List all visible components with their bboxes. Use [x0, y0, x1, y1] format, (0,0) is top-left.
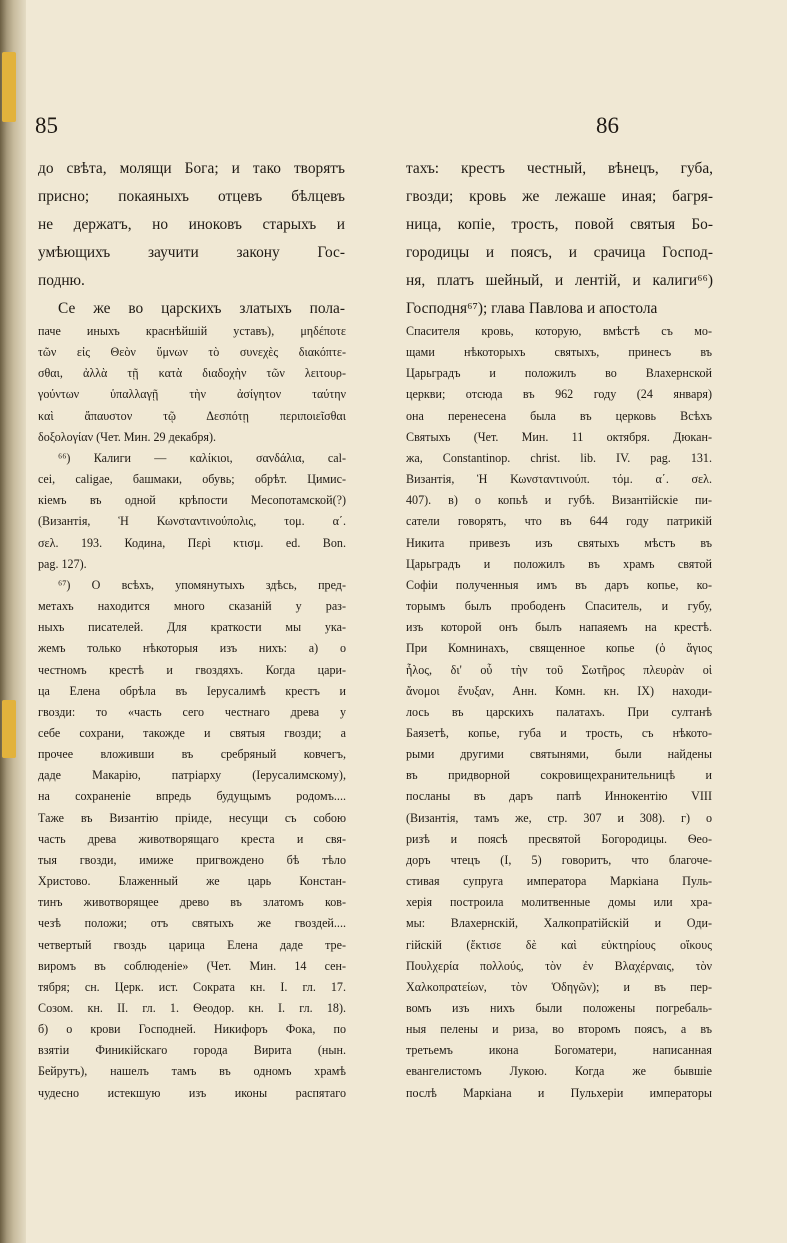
footnote-line: ныхъ писателей. Для краткости мы ука- [38, 620, 346, 635]
footnote-line: въ придворной сокровищехранительницѣ и [406, 768, 712, 783]
footnote-line: доръ чтецъ (I, 5) говоритъ, что благоче- [406, 852, 712, 867]
footnote-line: σθαι, ἀλλὰ τῇ κατὰ διαδοχὴν τῶν λειτουρ- [38, 366, 346, 381]
footnote-line: Бейрутъ), нашелъ тамъ въ одномъ храмѣ [38, 1064, 346, 1079]
footnote-line: δοξολογίαν (Чет. Мин. 29 декабря). [38, 429, 217, 444]
footnote-line: Христово. Блаженный же царь Констан- [38, 874, 346, 889]
footnote-line: При Комнинахъ, священное копье (ὁ ἅγιος [406, 641, 712, 656]
footnote-line: сатели говорятъ, что въ 644 году патрикій [406, 514, 712, 529]
footnote-line: паче иныхъ краснѣйшій уставъ), μηδέποτε [38, 324, 346, 338]
right-page-number: 86 [596, 113, 619, 138]
footnote-line: σελ. 193. Кодина, Περὶ κτισμ. ed. Bon. [38, 535, 346, 550]
footnote-line: (Византія, тамъ же, стр. 307 и 308). г) о [406, 810, 712, 825]
footnote-line: торымъ былъ прободенъ Спаситель, и губу, [406, 599, 712, 614]
footnote-line: тыя гвозди, имиже пригвождено бѣ тѣло [38, 852, 346, 867]
text-line: гвозди; кровь же лежаше иная; багря- [406, 188, 713, 205]
footnote-line: Созом. кн. II. гл. 1. Ѳеодор. кн. I. гл. 18). [38, 1001, 346, 1015]
footnote-line: четвертый гвоздь царица Елена даде тре- [38, 937, 346, 952]
footnote-line: посланы въ даръ папѣ Иннокентію VIII [406, 789, 712, 804]
footnote-line: взятіи Финикійскаго города Вирита (нын. [38, 1043, 346, 1058]
footnote-line: часть древа животворящаго креста и свя- [38, 831, 346, 846]
footnote-line: церкви; отсюда въ 962 году (24 января) [406, 387, 712, 402]
footnote-line: Царьградъ и положилъ во Влахернской [406, 366, 712, 381]
footnote-line: Царьградъ и положилъ въ храмъ святой [406, 556, 712, 571]
footnote-line: б) о крови Господней. Никифоръ Фока, по [38, 1022, 346, 1037]
footnote-line: Χαλκοπρατείων, τὸν Ὁδηγῶν); и въ пер- [406, 979, 712, 994]
footnote-line: херія построила молитвенные домы или хра- [406, 895, 712, 910]
footnote-line: Святыхъ (Чет. Мин. 11 октября. Дюкан- [406, 429, 712, 444]
footnote-line: Спасителя кровь, которую, вмѣстѣ съ мо- [406, 324, 712, 338]
footnote-line: себе сохрани, такожде и святыя гвозди; а [38, 725, 346, 740]
footnote-line: Баязетѣ, копье, губа и трость, съ нѣкото- [406, 725, 712, 740]
footnote-line: жа, Constantinop. christ. lib. IV. pag. 131. [406, 450, 712, 465]
footnote-line: тября; сн. Церк. ист. Сократа кн. I. гл. 17. [38, 979, 346, 994]
footnote-line: чезѣ положи; отъ святыхъ же гвоздей.... [38, 916, 346, 931]
footnote-line: изъ которой онъ былъ напаяемъ на крестѣ. [406, 620, 712, 635]
footnote-line: Таже въ Византію пріиде, несущи съ собою [38, 810, 346, 825]
spine-color-mark [2, 52, 16, 122]
footnote-line: даде Макарію, патріарху (Іерусалимскому), [38, 768, 346, 783]
footnote-line: прочее вложивши въ сребряный ковчегъ, [38, 747, 346, 762]
footnote-line: pag. 127). [38, 556, 87, 571]
footnote-line: вомъ изъ нихъ были положены погребаль- [406, 1001, 712, 1015]
footnote-line: гвозди: то «часть сего честнаго древа у [38, 704, 346, 719]
footnote-line: виромъ въ соблюденіе» (Чет. Мин. 14 сен- [38, 958, 346, 973]
footnote-line: третьемъ икона Богоматери, написанная [406, 1043, 712, 1058]
text-line: ница, копіе, трость, повой святыя Бо- [406, 216, 713, 233]
text-line: не держатъ, но иноковъ старыхъ и [38, 216, 345, 233]
footnote-line: ⁶⁷) О всѣхъ, упомянутыхъ здѣсь, пред- [58, 577, 346, 592]
text-line: умѣющихъ заучити закону Гос- [38, 244, 345, 261]
left-main-text [38, 155, 345, 323]
footnote-line: на сохраненіе впредь будущымъ родомъ.... [38, 789, 346, 804]
text-line: присно; покаяныхъ отцевъ бѣлцевъ [38, 188, 345, 205]
footnote-line: метахъ находится много сказаній у раз- [38, 599, 346, 614]
footnote-line: лось въ царскихъ палатахъ. При султанѣ [406, 704, 712, 719]
left-page-number: 85 [35, 113, 58, 138]
book-spine [0, 0, 26, 1243]
footnote-line: ца Елена обрѣла въ Іерусалимѣ крестъ и [38, 683, 346, 698]
text-line: тахъ: крестъ честный, вѣнецъ, губа, [406, 160, 713, 177]
text-line: ня, платъ шейный, и лентій, и калиги⁶⁶) [406, 272, 713, 289]
footnote-line: гійскій (ἔκτισε δὲ καὶ εὐκτηρίους οἴκους [406, 937, 712, 952]
text-line: городицы и поясъ, и срачица Господ- [406, 244, 713, 261]
footnote-line: γούντων ὑπαλλαγῇ τὴν ἀσίγητον ταύτην [38, 387, 346, 402]
footnote-line: кіемъ въ одной крѣпости Месопотамской(?) [38, 493, 346, 508]
footnote-line: честномъ крестѣ и гвоздяхъ. Когда цари- [38, 662, 346, 677]
footnote-line: жемъ только нѣкоторыя изъ нихъ: а) о [38, 641, 346, 656]
text-line: Се же во царскихъ златыхъ пола- [58, 300, 345, 317]
footnote-line: (Византія, Ἡ Κωνσταντινούπολις, τομ. α΄. [38, 514, 346, 529]
footnote-line: Πουλχερία πολλούς, τὸν ἐν Βλαχέρναις, τὸν [406, 958, 712, 973]
footnote-line: ныя пелены и риза, во второмъ поясъ, а въ [406, 1022, 712, 1037]
footnote-line: cei, caligae, башмаки, обувь; обрѣт. Цимис- [38, 472, 346, 487]
footnote-line: ἧλος, δι' οὗ τὴν τοῦ Σωτῆρος πλευρὰν οἱ [406, 662, 712, 677]
footnote-line: ризѣ и поясѣ пресвятой Богородицы. Ѳео- [406, 831, 712, 846]
footnote-line: Византія, Ἡ Κωνσταντινούπ. τόμ. α΄. σελ. [406, 472, 712, 487]
footnote-line: евангелистомъ Лукою. Когда же бывшіе [406, 1064, 712, 1079]
footnote-line: 407). в) о копьѣ и губѣ. Византійскіе пи- [406, 493, 712, 508]
footnote-line: Никита привезъ изъ святыхъ мѣстъ въ [406, 535, 712, 550]
right-footnotes [406, 321, 712, 1104]
footnote-line: чудесно истекшую изъ иконы распятаго [38, 1085, 346, 1100]
footnote-line: тинъ животворящее древо въ златомъ ков- [38, 895, 346, 910]
right-main-text [406, 155, 713, 323]
text-line: Господня⁶⁷); глава Павлова и апостола [406, 300, 658, 317]
footnote-line: τῶν εἰς Θεὸν ὕμνων τὸ συνεχὲς διακόπτε- [38, 345, 346, 360]
footnote-line: послѣ Маркіана и Пульхеріи императоры [406, 1085, 712, 1100]
footnote-line: ἄνομοι ἔνυξαν, Анн. Комн. кн. IX) находи- [406, 683, 712, 698]
text-line: до свѣта, молящи Бога; и тако творятъ [38, 160, 345, 177]
footnote-line: стивая супруга императора Маркіана Пуль- [406, 874, 712, 889]
text-line: подню. [38, 272, 85, 289]
footnote-line: καὶ ἄπαυστον τῷ Δεσπότῃ περιποιεῖσθαι [38, 408, 346, 423]
footnote-line: Софіи полученныя имъ въ даръ копье, ко- [406, 577, 712, 592]
left-footnotes [38, 321, 346, 1104]
footnote-line: мы: Влахернскій, Халкопратійскій и Оди- [406, 916, 712, 931]
footnote-line: рыми другими святынями, были найдены [406, 747, 712, 762]
spine-color-mark [2, 700, 16, 758]
footnote-line: щами нѣкоторыхъ святыхъ, принесъ въ [406, 345, 712, 360]
footnote-line: ⁶⁶) Калиги — καλίκιοι, σανδάλια, cal- [58, 450, 346, 465]
footnote-line: она перенесена была въ церковь Всѣхъ [406, 408, 712, 423]
